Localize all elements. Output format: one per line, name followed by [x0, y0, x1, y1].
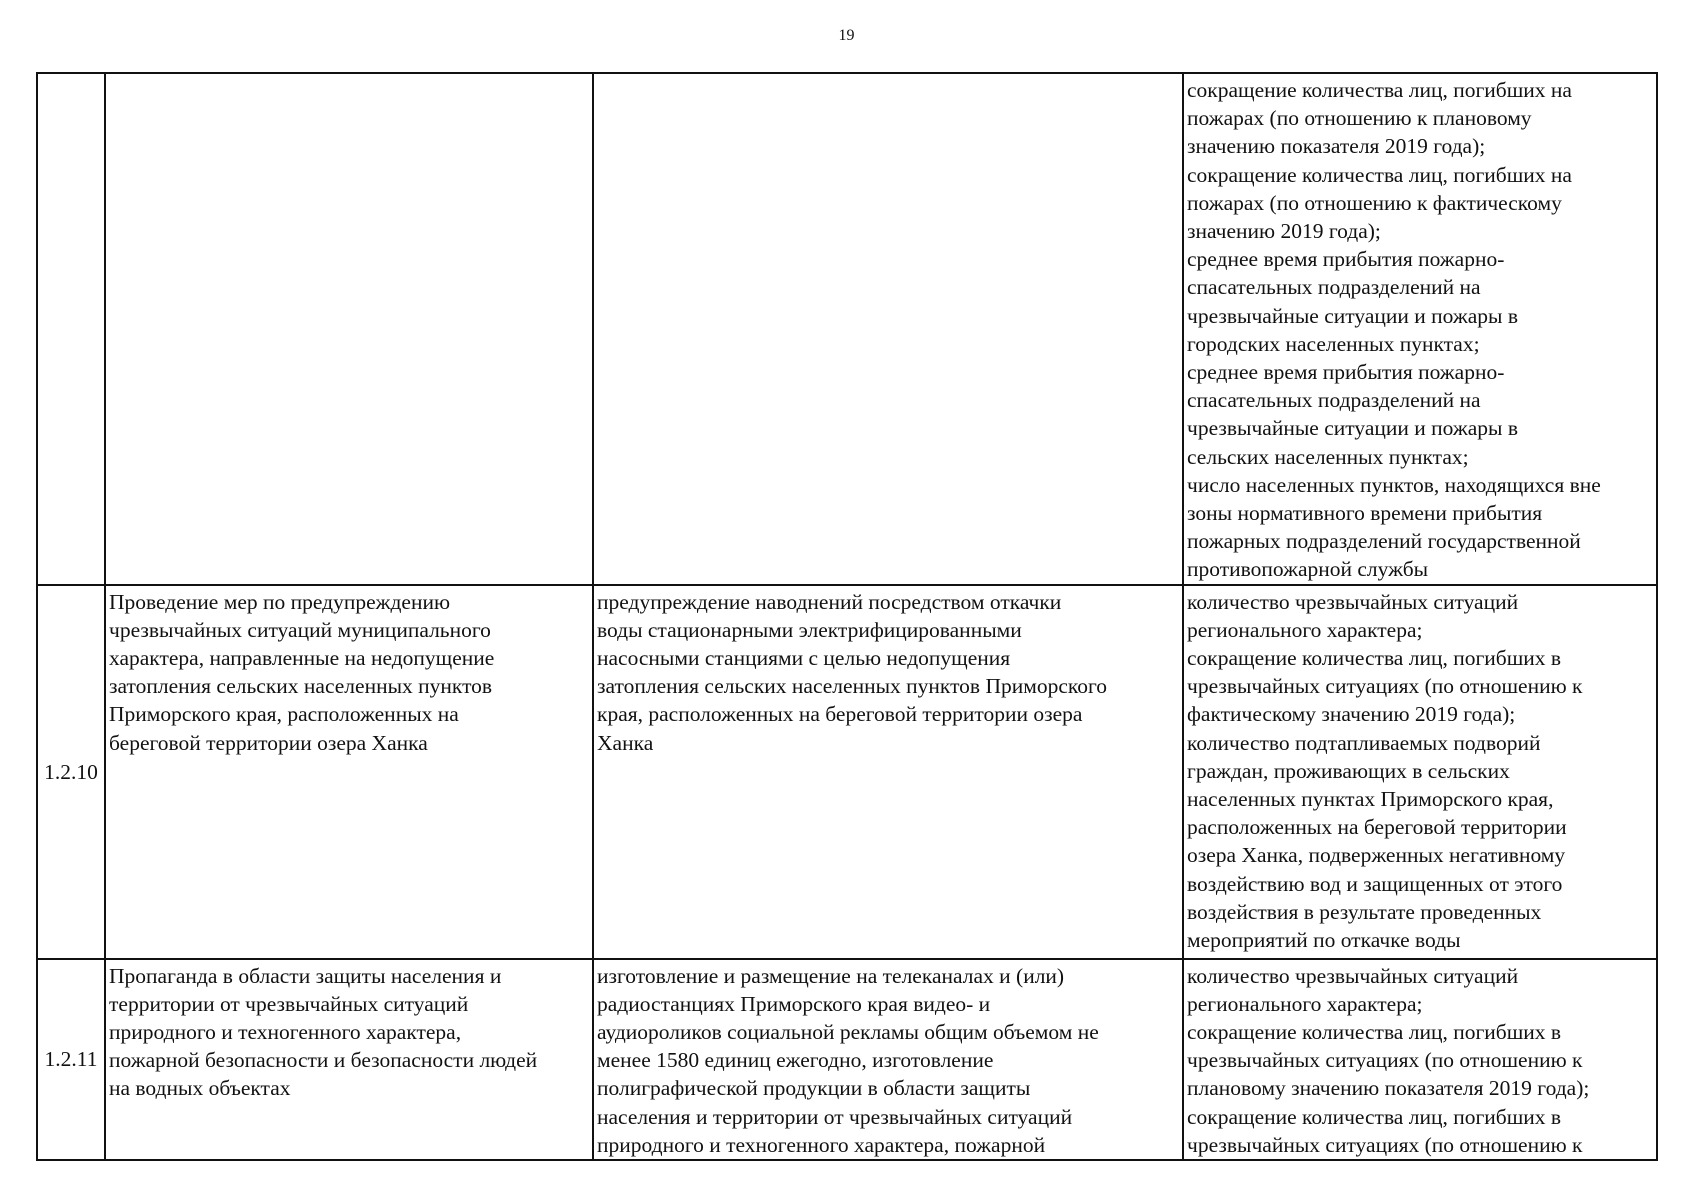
- measure-name-cell: [105, 73, 593, 585]
- measure-description-cell: изготовление и размещение на телеканалах и (или) радиостанциях Приморского края видео- и аудиороликов социальной рекламы общим объемом не менее 1580 единиц ежегодно, изготовление полиграфической продукции в области защиты населения и территории от чрезвычайных ситуаций природного и техногенного характера, пожарной: [593, 959, 1183, 1160]
- row-number-cell: [37, 73, 105, 585]
- measures-table: [36, 72, 1658, 1161]
- row-number-cell: 1.2.11: [37, 959, 105, 1160]
- indicators-cell: количество чрезвычайных ситуаций регионального характера; сокращение количества лиц, погибших в чрезвычайных ситуациях (по отношению к фактическому значению 2019 года); количество подтапливаемых подворий граждан, проживающих в сельских населенных пунктах Приморского края, расположенных на береговой территории озера Ханка, подверженных негативному воздействию вод и защищенных от этого воздействия в результате проведенных мероприятий по откачке воды: [1183, 585, 1657, 959]
- table-row: [37, 585, 1657, 959]
- page-number: 19: [838, 27, 855, 44]
- indicators-cell: количество чрезвычайных ситуаций регионального характера; сокращение количества лиц, погибших в чрезвычайных ситуациях (по отношению к плановому значению показателя 2019 года); сокращение количества лиц, погибших в чрезвычайных ситуациях (по отношению к: [1183, 959, 1657, 1160]
- table-row: [37, 959, 1657, 1160]
- measure-description-cell: [593, 73, 1183, 585]
- measure-description-cell: предупреждение наводнений посредством откачки воды стационарными электрифицированными насосными станциями с целью недопущения затопления сельских населенных пунктов Приморского края, расположенных на береговой территории озера Ханка: [593, 585, 1183, 959]
- indicators-cell: сокращение количества лиц, погибших на пожарах (по отношению к плановому значению показателя 2019 года); сокращение количества лиц, погибших на пожарах (по отношению к фактическому значению 2019 года); среднее время прибытия пожарно- спасательных подразделений на чрезвычайные ситуации и пожары в городских населенных пунктах; среднее время прибытия пожарно- спасательных подразделений на чрезвычайные ситуации и пожары в сельских населенных пунктах; число населенных пунктов, находящихся вне зоны нормативного времени прибытия пожарных подразделений государственной противопожарной службы: [1183, 73, 1657, 585]
- measure-name-cell: Пропаганда в области защиты населения и территории от чрезвычайных ситуаций природного и техногенного характера, пожарной безопасности и безопасности людей на водных объектах: [105, 959, 593, 1160]
- measure-name-cell: Проведение мер по предупреждению чрезвычайных ситуаций муниципального характера, направленные на недопущение затопления сельских населенных пунктов Приморского края, расположенных на береговой территории озера Ханка: [105, 585, 593, 959]
- row-number-cell: 1.2.10: [37, 585, 105, 959]
- table-row: [37, 73, 1657, 585]
